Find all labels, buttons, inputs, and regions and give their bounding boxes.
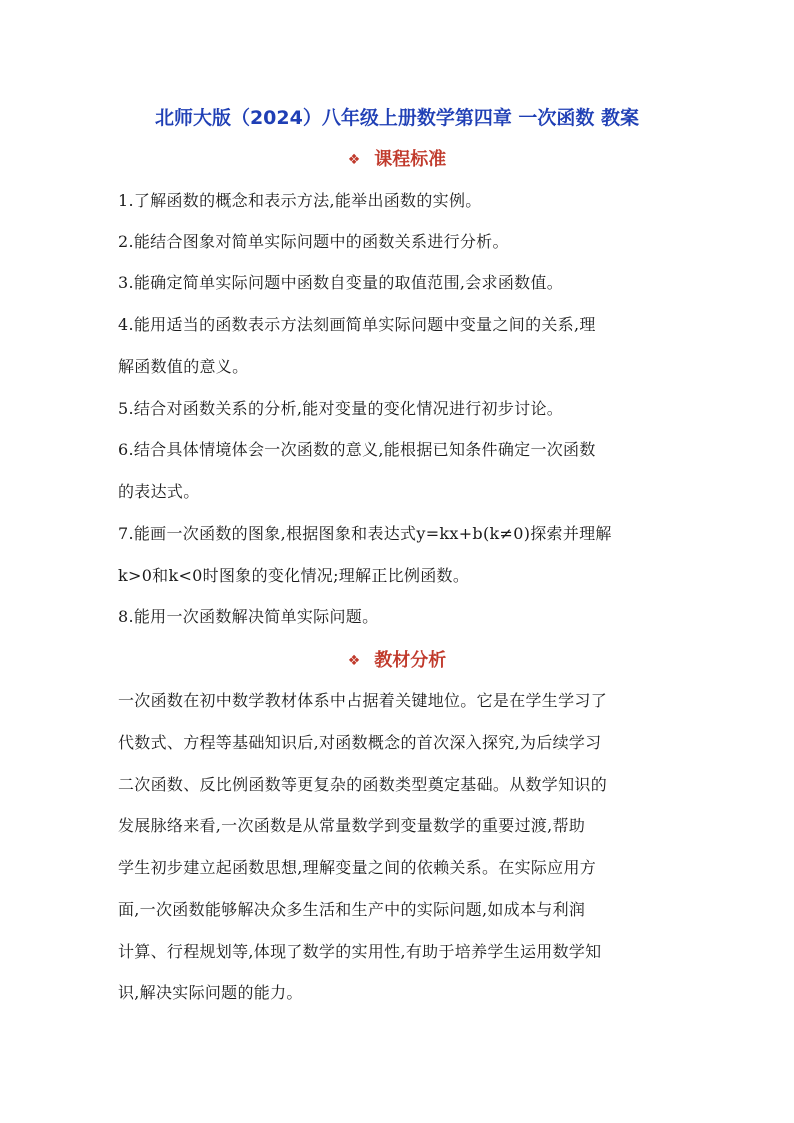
section-heading-label: 教材分析	[374, 650, 447, 671]
section-heading-label: 课程标准	[374, 149, 447, 170]
paragraph-line: 学生初步建立起函数思想,理解变量之间的依赖关系。在实际应用方	[118, 858, 597, 877]
paragraph-line: 代数式、方程等基础知识后,对函数概念的首次深入探究,为后续学习	[118, 733, 602, 752]
paragraph-line: k>0和k<0时图象的变化情况;理解正比例函数。	[118, 566, 470, 585]
paragraph-line: 二次函数、反比例函数等更复杂的函数类型奠定基础。从数学知识的	[118, 775, 608, 794]
paragraph-line: 解函数值的意义。	[118, 357, 249, 376]
paragraph-line: 计算、行程规划等,体现了数学的实用性,有助于培养学生运用数学知	[118, 942, 602, 961]
paragraph-line: 1.了解函数的概念和表示方法,能举出函数的实例。	[118, 191, 482, 210]
paragraph-line: 发展脉络来看,一次函数是从常量数学到变量数学的重要过渡,帮助	[118, 816, 586, 835]
paragraph-line: 面,一次函数能够解决众多生活和生产中的实际问题,如成本与利润	[118, 900, 586, 919]
paragraph-line: 2.能结合图象对简单实际问题中的函数关系进行分析。	[118, 232, 509, 251]
diamond-icon: ❖	[347, 152, 361, 168]
paragraph-line: 一次函数在初中数学教材体系中占据着关键地位。它是在学生学习了	[118, 691, 608, 710]
diamond-icon: ❖	[347, 653, 361, 669]
paragraph-line: 7.能画一次函数的图象,根据图象和表达式y=kx+b(k≠0)探索并理解	[118, 524, 612, 543]
paragraph-line: 4.能用适当的函数表示方法刻画简单实际问题中变量之间的关系,理	[118, 315, 596, 334]
document-title: 北师大版（2024）八年级上册数学第四章 一次函数 教案	[154, 107, 640, 129]
paragraph-line: 识,解决实际问题的能力。	[118, 983, 303, 1002]
paragraph-line: 8.能用一次函数解决简单实际问题。	[118, 607, 379, 626]
paragraph-line: 6.结合具体情境体会一次函数的意义,能根据已知条件确定一次函数	[118, 440, 596, 459]
paragraph-line: 5.结合对函数关系的分析,能对变量的变化情况进行初步讨论。	[118, 399, 564, 418]
section-heading-curriculum-standards	[0, 146, 794, 174]
paragraph-line: 的表达式。	[118, 482, 200, 501]
section-heading-textbook-analysis	[0, 647, 794, 675]
paragraph-line: 3.能确定简单实际问题中函数自变量的取值范围,会求函数值。	[118, 273, 564, 292]
